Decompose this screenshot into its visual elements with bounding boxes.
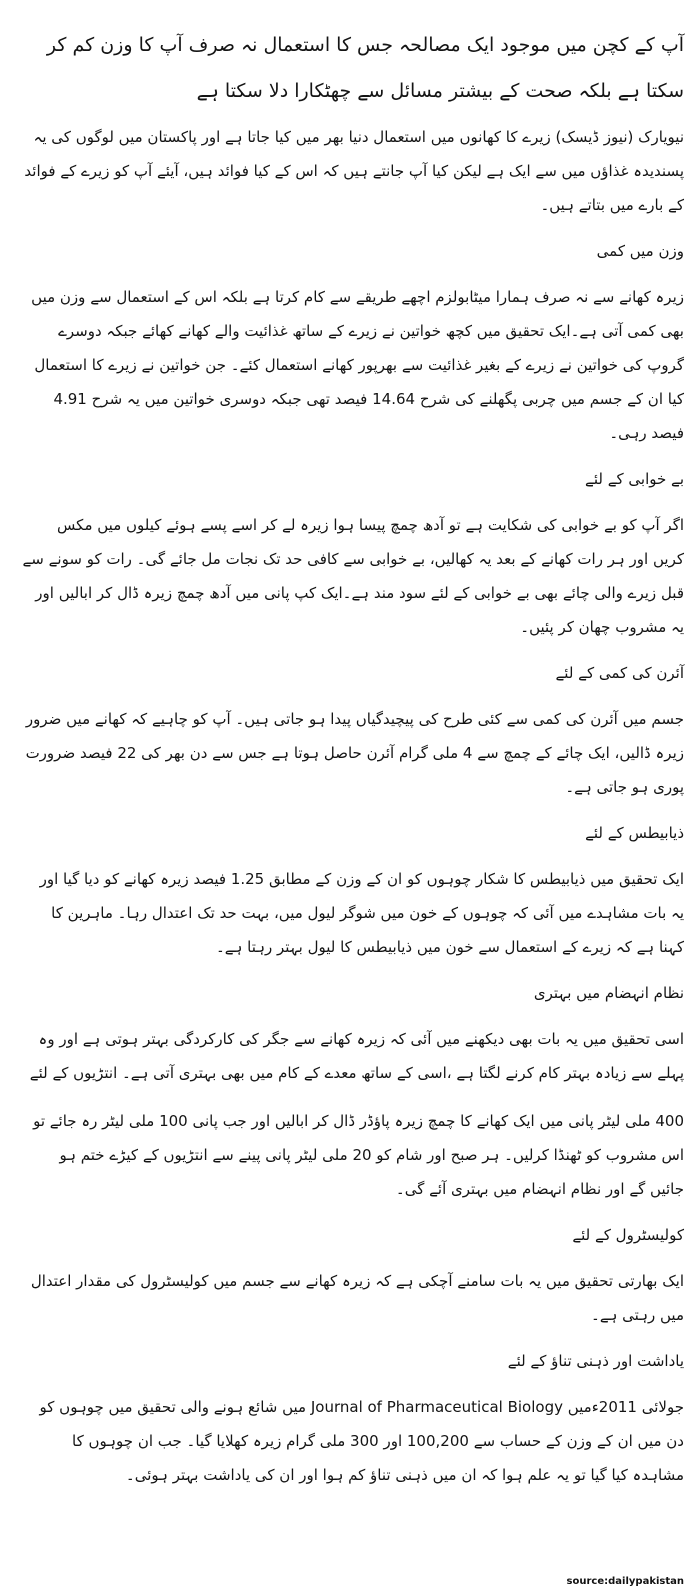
heading-diabetes: ذیابیطس کے لئے: [585, 824, 684, 842]
paragraph-diabetes: ایک تحقیق میں ذیابیطس کا شکار چوہوں کو ان کے وزن کے مطابق 1.25 فیصد زیرہ کھانے کو دیا گیا اور یہ بات مشاہدے میں آئی کہ چوہوں کے خون میں شوگر لیول میں، بہت حد تک اعتدال رہا۔ ماہرین کا کہنا ہے کہ زیرے کے استعمال سے خون میں ذیابیطس کا لیول بہتر رہتا ہے۔: [39, 870, 684, 956]
heading-iron: آئرن کی کمی کے لئے: [555, 664, 684, 682]
heading-weight-loss: وزن میں کمی: [596, 242, 684, 260]
article-headline: آپ کے کچن میں موجود ایک مصالحہ جس کا استعمال نہ صرف آپ کا وزن کم کر سکتا ہے بلکہ صحت کے بیشتر مسائل سے چھٹکارا دلا سکتا ہے: [46, 34, 684, 102]
paragraph-digestion: اسی تحقیق میں یہ بات بھی دیکھنے میں آئی کہ زیرہ کھانے سے جگر کی کارکردگی بہتر ہوتی ہے اور وہ پہلے سے زیادہ بہتر کام کرنے لگتا ہے ،اسی کے ساتھ معدے کے کام میں بھی بہتری آتی ہے۔ انتڑیوں کے لئے: [29, 1030, 684, 1082]
paragraph-intro: نیویارک (نیوز ڈیسک) زیرے کا کھانوں میں استعمال دنیا بھر میں کیا جاتا ہے اور پاکستان میں لوگوں کی یہ پسندیدہ غذاﺅں میں سے ایک ہے لیکن کیا آپ جانتے ہیں کہ اس کے کیا فوائد ہیں، آیئے آپ کو زیرے کے فوائد کے بارے میں بتاتے ہیں۔: [24, 128, 684, 214]
heading-cholesterol: کولیسٹرول کے لئے: [572, 1226, 684, 1244]
paragraph-cholesterol: ایک بھارتی تحقیق میں یہ بات سامنے آچکی ہے کہ زیرہ کھانے سے جسم میں کولیسٹرول کی مقدار اعتدال میں رہتی ہے۔: [30, 1272, 684, 1324]
heading-digestion: نظام انہضام میں بہتری: [533, 984, 684, 1002]
paragraph-weight-loss: زیرہ کھانے سے نہ صرف ہمارا میٹابولزم اچھے طریقے سے کام کرتا ہے بلکہ اس کے استعمال سے وزن میں بھی کمی آتی ہے۔ایک تحقیق میں کچھ خواتین نے زیرے کے ساتھ غذائیت والے کھانے کھائے جبکہ دوسرے گروپ کی خواتین نے زیرے کے بغیر غذائیت سے بھرپور کھانے استعمال کئے۔ جن خواتین نے زیرے کا استعمال کیا ان کے جسم میں چربی پگھلنے کی شرح 14.64 فیصد تھی جبکہ دوسری خواتین میں یہ شرح 4.91 فیصد رہی۔: [31, 288, 684, 442]
paragraph-intestine: 400 ملی لیٹر پانی میں ایک کھانے کا چمچ زیرہ پاﺅڈر ڈال کر ابالیں اور جب پانی 100 ملی لیٹر رہ جائے تو اس مشروب کو ٹھنڈا کرلیں۔ ہر صبح اور شام کو 20 ملی لیٹر پانی پینے سے انتڑیوں کے کیڑے ختم ہو جائیں گے اور نظام انہضام میں بہتری آئے گی۔: [33, 1112, 684, 1198]
source-credit: source:dailypakistan: [566, 1576, 684, 1587]
paragraph-insomnia: اگر آپ کو بے خوابی کی شکایت ہے تو آدھ چمچ پیسا ہوا زیرہ لے کر اسے پسے ہوئے کیلوں میں مکس کریں اور ہر رات کھانے کے بعد یہ کھالیں، بے خوابی سے کافی حد تک نجات مل جائے گی۔ رات کو سونے سے قبل زیرے والی چائے بھی بے خوابی کے لئے سود مند ہے۔ایک کپ پانی میں آدھ چمچ زیرہ ڈال کر ابالیں اور یہ مشروب چھان کر پئیں۔: [22, 516, 684, 636]
heading-memory: یاداشت اور ذہنی تناﺅ کے لئے: [507, 1352, 684, 1370]
paragraph-memory: جولائی 2011ءمیں Journal of Pharmaceutical Biology میں شائع ہونے والی تحقیق میں چوہوں کو دن میں ان کے وزن کے حساب سے 100,200 اور 300 ملی گرام زیرہ کھلایا گیا۔ جب ان چوہوں کا مشاہدہ کیا گیا تو یہ علم ہوا کہ ان میں ذہنی تناﺅ کم ہوا اور ان کی یاداشت بہتر ہوئی۔: [39, 1398, 684, 1484]
heading-insomnia: بے خوابی کے لئے: [585, 470, 684, 488]
paragraph-iron: جسم میں آئرن کی کمی سے کئی طرح کی پیچیدگیاں پیدا ہو جاتی ہیں۔ آپ کو چاہیے کہ کھانے میں ضرور زیرہ ڈالیں، ایک چائے کے چمچ سے 4 ملی گرام آئرن حاصل ہوتا ہے جس سے دن بھر کی 22 فیصد ضرورت پوری ہو جاتی ہے۔: [25, 710, 684, 796]
